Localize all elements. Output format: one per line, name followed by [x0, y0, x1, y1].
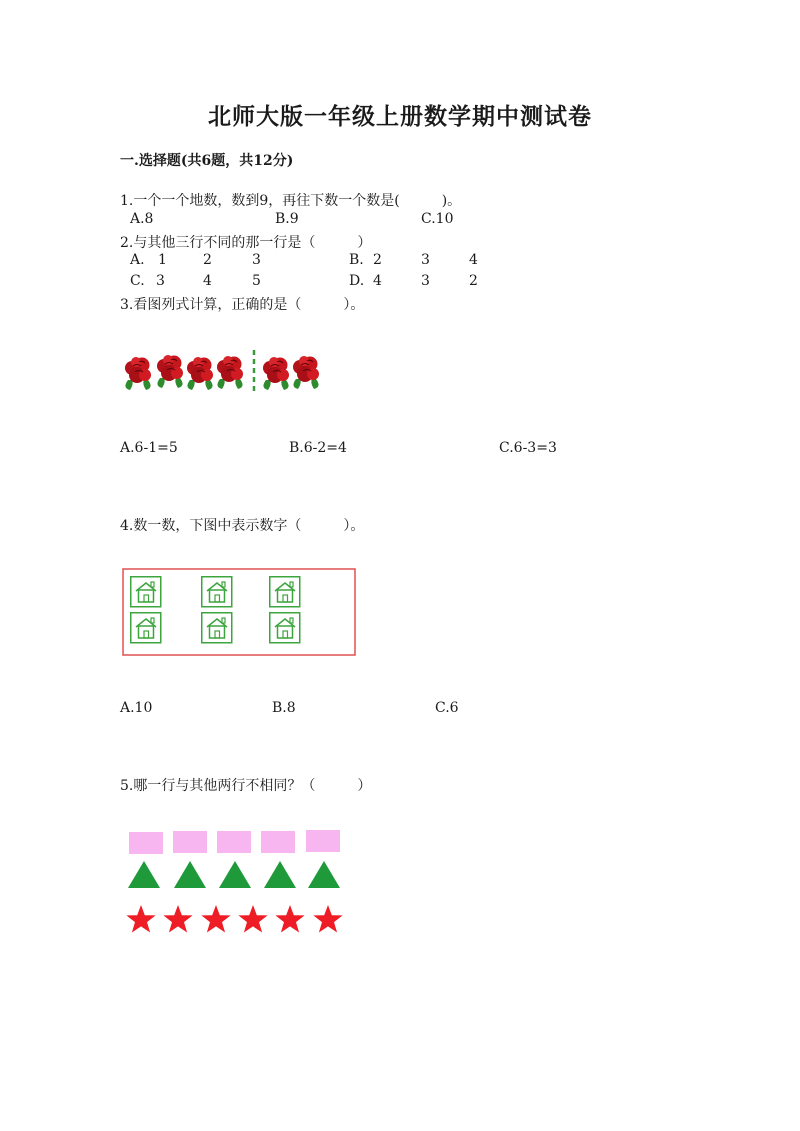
question-4-option-b: B.8 — [272, 700, 296, 716]
row-label: D. — [349, 273, 365, 289]
question-1-stem: 1.一个一个地数，数到9，再往下数一个数是( )。 — [120, 193, 462, 209]
question-4-option-c: C.6 — [435, 700, 459, 716]
row-number: 1 — [158, 252, 167, 268]
question-3-option-b: B.6-2=4 — [289, 440, 347, 456]
row-number: 2 — [203, 252, 212, 268]
question-2-stem: 2.与其他三行不同的那一行是（ ） — [120, 235, 372, 251]
houses-image — [121, 567, 357, 657]
question-5-stem: 5.哪一行与其他两行不相同？（ ） — [120, 778, 372, 794]
question-4-option-a: A.10 — [120, 700, 153, 716]
question-3-stem: 3.看图列式计算，正确的是（ ）。 — [120, 297, 365, 313]
triangles-row — [128, 861, 340, 888]
row-label: B. — [349, 252, 364, 268]
shapes-image — [125, 825, 350, 940]
row-number: 3 — [156, 273, 165, 289]
page-title: 北师大版一年级上册数学期中测试卷 — [208, 103, 592, 130]
row-number: 3 — [252, 252, 261, 268]
question-2-row-b — [349, 252, 609, 270]
row-number: 4 — [203, 273, 212, 289]
row-label: C. — [130, 273, 145, 289]
stars-row — [126, 905, 342, 933]
question-1-option-a: A.8 — [130, 211, 154, 227]
question-3-option-c: C.6-3=3 — [499, 440, 557, 456]
rectangles-row — [129, 830, 340, 854]
question-1-option-b: B.9 — [275, 211, 299, 227]
row-number: 2 — [373, 252, 382, 268]
row-number: 3 — [421, 273, 430, 289]
row-number: 2 — [469, 273, 478, 289]
row-number: 4 — [373, 273, 382, 289]
section-heading: 一.选择题(共6题，共12分) — [120, 153, 294, 169]
question-2-row-d — [349, 273, 609, 291]
row-label: A. — [130, 252, 145, 268]
question-4-stem: 4.数一数，下图中表示数字（ ）。 — [120, 518, 365, 534]
question-1-option-c: C.10 — [421, 211, 454, 227]
row-number: 4 — [469, 252, 478, 268]
roses-image — [122, 348, 326, 394]
row-number: 3 — [421, 252, 430, 268]
question-3-option-a: A.6-1=5 — [120, 440, 178, 456]
row-number: 5 — [252, 273, 261, 289]
